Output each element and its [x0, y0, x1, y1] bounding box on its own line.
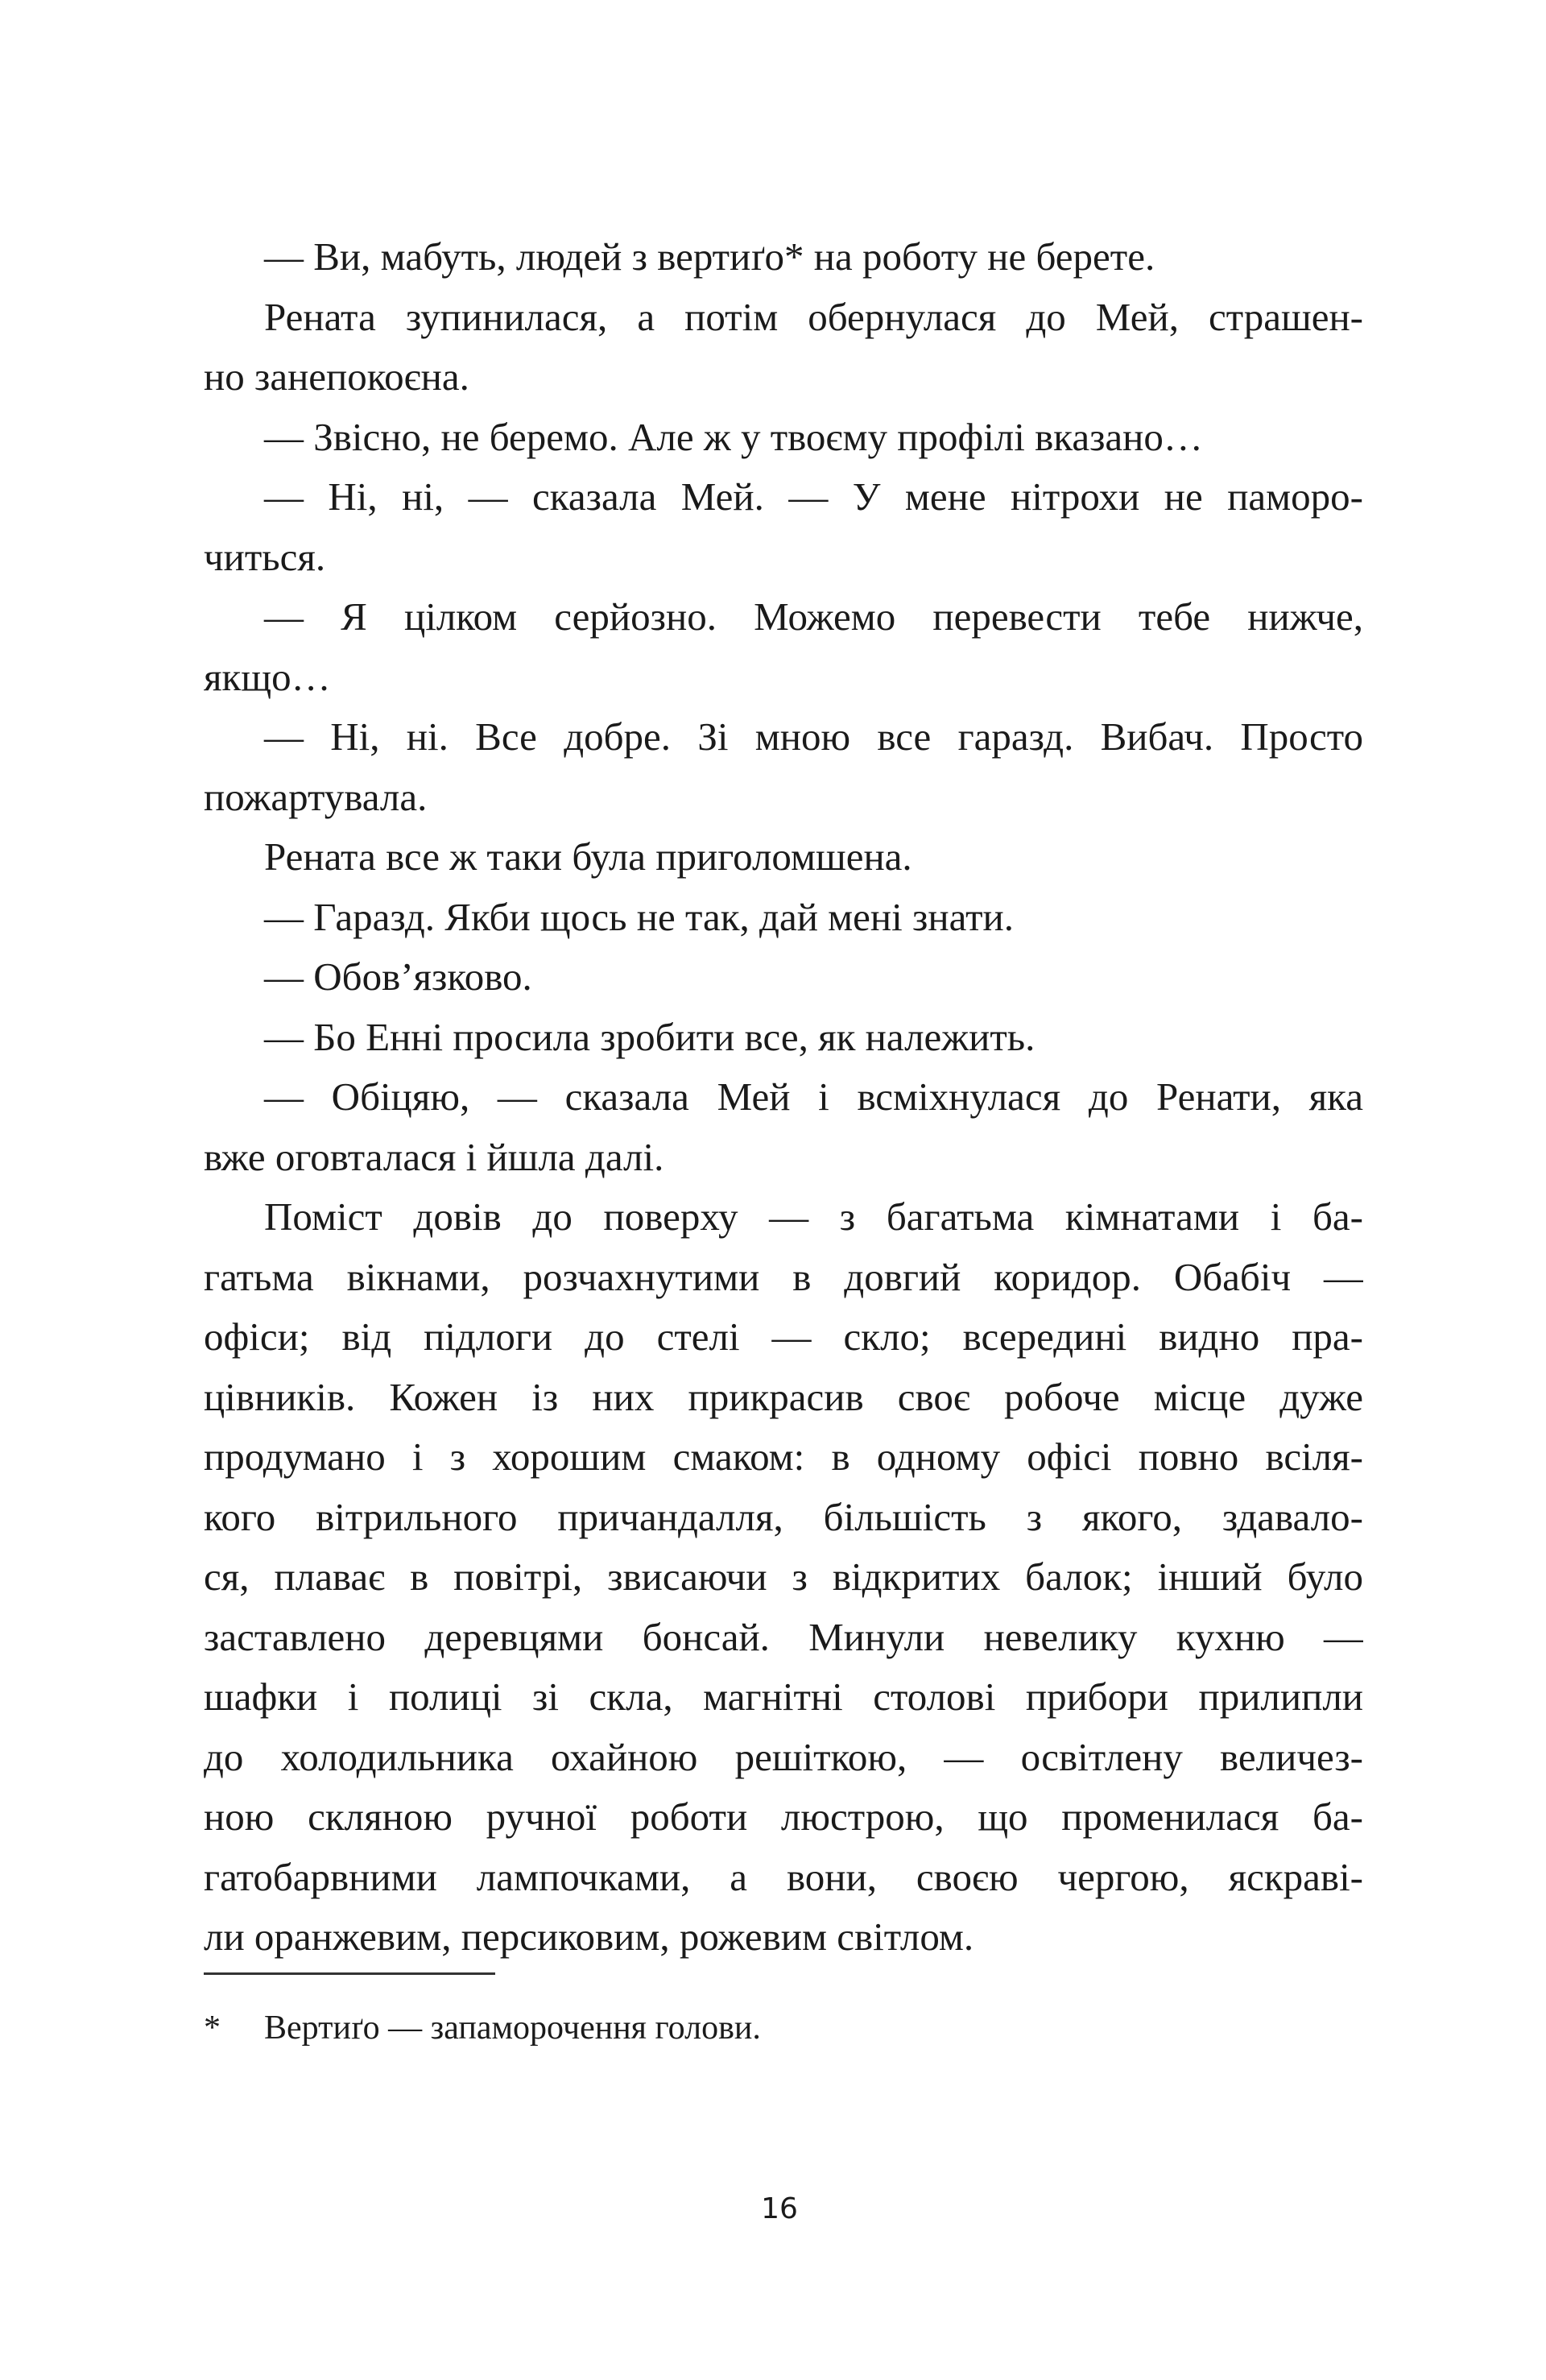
text-line: — Ні, ні, — сказала Мей. — У мене нітрохи не паморо- [264, 474, 1363, 519]
text-line: но занепокоєна. [204, 354, 469, 399]
text-line: шафки і полиці зі скла, магнітні столові прибори прилипли [204, 1674, 1363, 1719]
text-line: пожартувала. [204, 774, 428, 819]
text-line: гатьма вікнами, розчахнутими в довгий коридор. Обабіч — [204, 1254, 1363, 1299]
text-line: заставлено деревцями бонсай. Минули невелику кухню — [204, 1614, 1363, 1659]
text-line: Рената зупинилася, а потім обернулася до Мей, страшен- [264, 294, 1363, 339]
body-text [204, 227, 1363, 1968]
text-line: — Бо Енні просила зробити все, як належить. [264, 1014, 1035, 1059]
text-line: — Звісно, не беремо. Але ж у твоєму профілі вказано… [264, 414, 1203, 459]
text-line: Рената все ж таки була приголомшена. [264, 834, 912, 879]
text-line: — Ні, ні. Все добре. Зі мною все гаразд. Вибач. Просто [264, 714, 1363, 759]
text-line: цівників. Кожен із них прикрасив своє робоче місце дуже [204, 1374, 1363, 1419]
text-line: — Ви, мабуть, людей з вертиґо* на роботу не берете. [264, 234, 1155, 279]
text-line: ною скляною ручної роботи люстрою, що променилася ба- [204, 1794, 1363, 1839]
text-line: офіси; від підлоги до стелі — скло; всередині видно пра- [204, 1314, 1363, 1359]
text-line: читься. [204, 534, 326, 579]
footnote [204, 2005, 761, 2051]
text-line: Поміст довів до поверху — з багатьма кімнатами і ба- [264, 1194, 1363, 1239]
text-line: — Обов’язково. [264, 954, 532, 999]
text-line: гатобарвними лампочками, а вони, своєю чергою, яскраві- [204, 1854, 1363, 1899]
text-line: якщо… [204, 654, 331, 699]
text-line: вже оговталася і йшла далі. [204, 1134, 664, 1179]
footnote-mark: * [204, 2010, 221, 2047]
page-number: 16 [761, 2192, 798, 2225]
text-line: ли оранжевим, персиковим, рожевим світлом. [204, 1914, 974, 1959]
text-line: — Обіцяю, — сказала Мей і всміхнулася до Ренати, яка [264, 1074, 1363, 1119]
text-line: — Я цілком серйозно. Можемо перевести тебе нижче, [264, 594, 1363, 639]
text-line: — Гаразд. Якби щось не так, дай мені знати. [264, 894, 1014, 939]
text-line: до холодильника охайною решіткою, — освітлену величез- [204, 1734, 1363, 1779]
text-line: ся, плаває в повітрі, звисаючи з відкритих балок; інший було [204, 1554, 1363, 1599]
footnote-text: Вертиґо — запаморочення голови. [264, 2010, 761, 2047]
text-line: кого вітрильного причандалля, більшість з якого, здавало- [204, 1494, 1363, 1539]
text-line: продумано і з хорошим смаком: в одному офісі повно всіля- [204, 1434, 1363, 1479]
footnote-divider [204, 1972, 495, 1975]
